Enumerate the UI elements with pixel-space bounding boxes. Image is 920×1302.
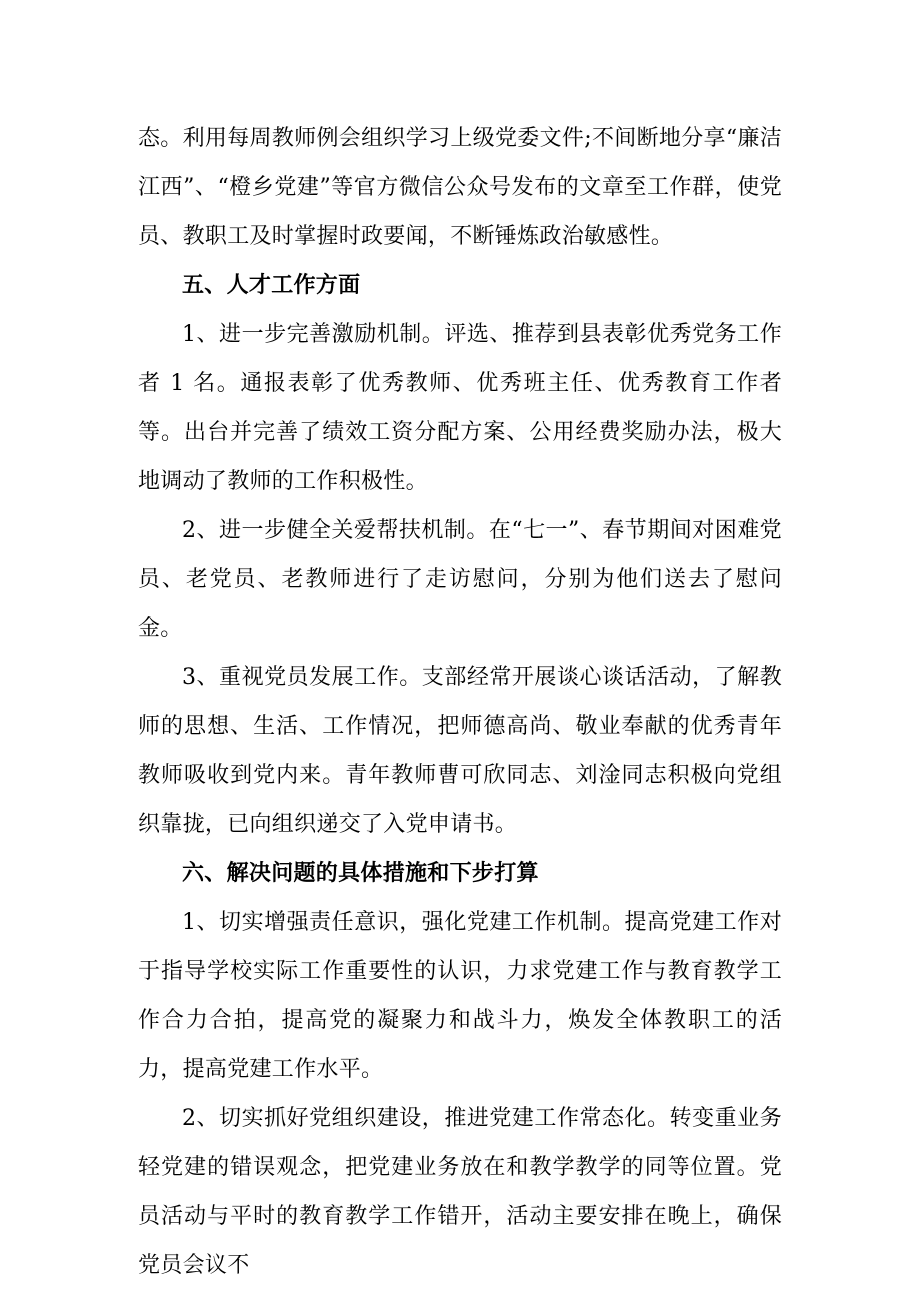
- paragraph-incentive-mechanism: 1、进一步完善激励机制。评选、推荐到县表彰优秀党务工作者 1 名。通报表彰了优秀教师、优秀班主任、优秀教育工作者等。出台并完善了绩效工资分配方案、公用经费奖励办法，极大地调动了教师的工作积极性。: [138, 322, 782, 494]
- paragraph-continued: 态。利用每周教师例会组织学习上级党委文件;不间断地分享“廉洁江西”、“橙乡党建”等官方微信公众号发布的文章至工作群，使党员、教职工及时掌握时政要闻，不断锤炼政治敏感性。: [138, 126, 782, 249]
- paragraph-responsibility: 1、切实增强责任意识，强化党建工作机制。提高党建工作对于指导学校实际工作重要性的认识，力求党建工作与教育教学工作合力合拍，提高党的凝聚力和战斗力，焕发全体教职工的活力，提高党建工作水平。: [138, 910, 782, 1082]
- paragraph-organization-building: 2、切实抓好党组织建设，推进党建工作常态化。转变重业务轻党建的错误观念，把党建业务放在和教学教学的同等位置。党员活动与平时的教育教学工作错开，活动主要安排在晚上，确保党员会议不: [138, 1106, 782, 1278]
- paragraph-member-development: 3、重视党员发展工作。支部经常开展谈心谈话活动，了解教师的思想、生活、工作情况，把师德高尚、敬业奉献的优秀青年教师吸收到党内来。青年教师曹可欣同志、刘淦同志积极向党组织靠拢，已向组织递交了入党申请书。: [138, 665, 782, 837]
- section-heading-measures-plans: 六、解决问题的具体措施和下步打算: [182, 860, 539, 886]
- section-heading-talent-work: 五、人才工作方面: [182, 272, 361, 298]
- document-body: [138, 114, 782, 1290]
- paragraph-care-mechanism: 2、进一步健全关爱帮扶机制。在“七一”、春节期间对困难党员、老党员、老教师进行了走访慰问，分别为他们送去了慰问金。: [138, 518, 782, 641]
